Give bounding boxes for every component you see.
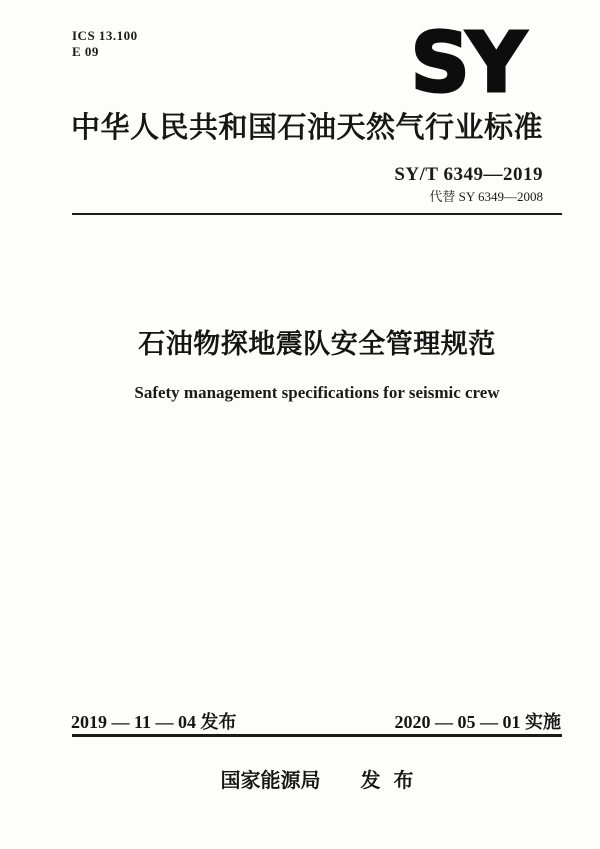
footer-rule — [72, 734, 562, 737]
publisher-row — [72, 769, 562, 794]
header-rule — [72, 213, 562, 215]
ics-block — [72, 28, 138, 60]
document-title-cn: 石油物探地震队安全管理规范 — [138, 329, 496, 359]
issue-date: 2019 — 11 — 04 发布 — [71, 712, 237, 732]
standard-number: SY/T 6349—2019 — [394, 164, 543, 185]
publish-label: 发布 — [360, 770, 427, 792]
doc-class-code: E 09 — [72, 44, 99, 59]
effective-date: 2020 — 05 — 01 实施 — [394, 712, 561, 732]
ics-code: ICS 13.100 — [72, 28, 138, 43]
document-title-en: Safety management specifications for seismic crew — [134, 383, 500, 402]
standard-number-block — [394, 164, 543, 204]
publisher-name: 国家能源局 — [220, 770, 321, 792]
replaces-note: 代替 SY 6349—2008 — [429, 189, 543, 204]
sy-logo: SY — [410, 16, 523, 111]
dates-row — [71, 712, 561, 733]
standard-type-title: 中华人民共和国石油天然气行业标准 — [71, 112, 544, 144]
